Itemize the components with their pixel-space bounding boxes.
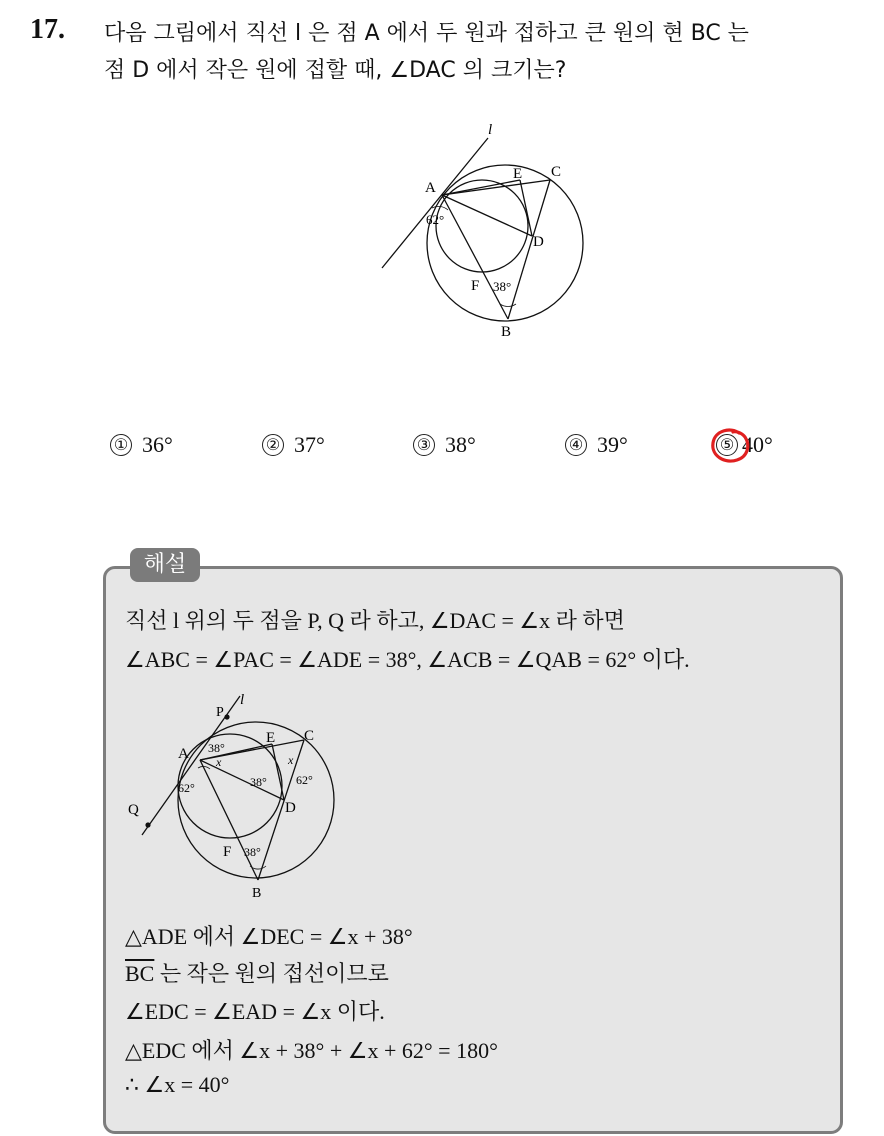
label-C: C (551, 164, 562, 180)
label-A: A (178, 746, 189, 762)
large-circle (427, 165, 583, 321)
label-C: C (304, 728, 315, 744)
label-D: D (285, 800, 296, 816)
label-B: B (501, 324, 512, 340)
choice-3-number: ③ (413, 434, 435, 456)
angle-38-mid: 38° (250, 775, 267, 789)
solution-line6: △EDC 에서 ∠x + 38° + ∠x + 62° = 180° (125, 1038, 498, 1063)
label-D: D (533, 234, 544, 250)
solution-line4 (125, 957, 389, 988)
label-l: l (488, 122, 493, 138)
label-A: A (425, 180, 436, 196)
label-l: l (240, 692, 245, 708)
solution-figure (120, 690, 350, 900)
solution-line4-rest: 는 작은 원의 접선이므로 (154, 961, 389, 986)
choice-1-number: ① (110, 434, 132, 456)
choice-2[interactable] (262, 432, 325, 458)
question-text-line1: 다음 그림에서 직선 l 은 점 A 에서 두 원과 접하고 큰 원의 현 BC 는 (104, 21, 749, 46)
solution-line1: 직선 l 위의 두 점을 P, Q 라 하고, ∠DAC = ∠x 라 하면 (125, 608, 625, 633)
point-Q (145, 822, 150, 827)
solution-line5: ∠EDC = ∠EAD = ∠x 이다. (125, 999, 385, 1024)
choice-1[interactable] (110, 432, 173, 458)
angle-38-bottom: 38° (244, 845, 261, 859)
angle-62-right: 62° (296, 773, 313, 787)
problem-figure (370, 118, 600, 343)
choice-2-text: 37° (294, 432, 325, 457)
label-Q: Q (128, 802, 139, 818)
question-number: 17. (30, 14, 65, 45)
choice-5[interactable] (716, 432, 773, 458)
choice-5-number: ⑤ (716, 434, 738, 456)
solution-line7: ∴ ∠x = 40° (125, 1072, 230, 1097)
label-F: F (471, 278, 480, 294)
point-P (224, 714, 229, 719)
label-P: P (216, 705, 224, 720)
solution-tag: 해설 (130, 548, 200, 582)
angle-x-a: x (216, 755, 222, 769)
choice-5-text: 40° (742, 432, 773, 457)
answer-mark-circle (709, 426, 753, 466)
angle-62: 62° (426, 212, 445, 227)
label-F: F (223, 844, 232, 860)
angle-x-c: x (288, 753, 294, 767)
label-B: B (252, 886, 262, 900)
angle-38-top: 38° (208, 741, 225, 755)
label-E: E (266, 730, 276, 746)
choice-3[interactable] (413, 432, 476, 458)
angle-38: 38° (493, 279, 512, 294)
choice-4-text: 39° (597, 432, 628, 457)
solution-line2: ∠ABC = ∠PAC = ∠ADE = 38°, ∠ACB = ∠QAB = 62° 이다. (125, 647, 690, 672)
answer-choices (0, 432, 884, 464)
choice-4-number: ④ (565, 434, 587, 456)
choice-1-text: 36° (142, 432, 173, 457)
choice-3-text: 38° (445, 432, 476, 457)
question-text-line2: 점 D 에서 작은 원에 접할 때, ∠DAC 의 크기는? (104, 58, 567, 83)
choice-4[interactable] (565, 432, 628, 458)
choice-2-number: ② (262, 434, 284, 456)
label-E: E (513, 166, 523, 182)
segment-bc: $\overline{BC}$ (125, 961, 155, 986)
tangent-line-l (382, 138, 488, 268)
solution-line3: △ADE 에서 ∠DEC = ∠x + 38° (125, 924, 413, 949)
angle-62-left: 62° (178, 781, 195, 795)
